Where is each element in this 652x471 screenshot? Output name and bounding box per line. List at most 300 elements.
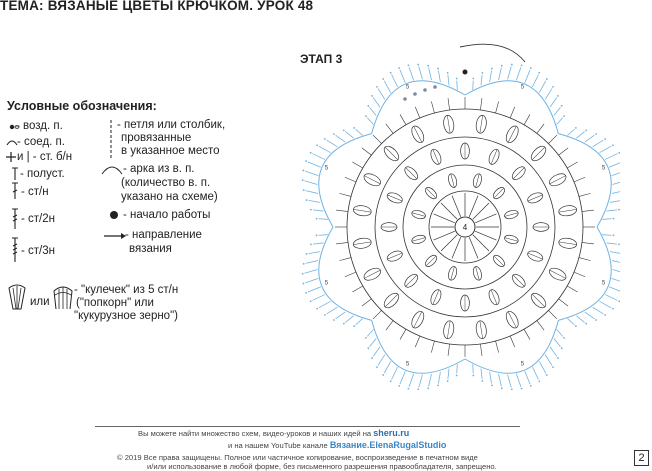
- inner-stitch: [434, 231, 455, 240]
- popcorn-round-4-rib: [480, 321, 483, 339]
- petal-stitch: [525, 371, 530, 384]
- popcorn-round-2-rib: [494, 188, 504, 198]
- petal-stitch: [557, 329, 563, 336]
- picot-dot: [324, 138, 326, 140]
- popcorn-round-4-rib: [550, 176, 566, 184]
- picot-dot: [521, 64, 523, 66]
- picot-dot: [481, 72, 483, 74]
- arch-count-label: 5: [520, 361, 525, 368]
- popcorn-icon-b: [52, 283, 74, 311]
- petal-stitch: [309, 200, 321, 202]
- petal-stitch: [593, 140, 604, 147]
- petal-stitch: [345, 132, 353, 139]
- inner-stitch: [473, 203, 489, 219]
- ring-stitch: [336, 210, 348, 212]
- picot-dot: [618, 152, 620, 154]
- ring-stitch: [352, 286, 362, 292]
- legend-popcorn-or: или: [30, 296, 50, 308]
- petal-stitch: [576, 132, 584, 139]
- petal-stitch: [319, 146, 331, 152]
- legend-arch-3: указано на схеме): [121, 191, 218, 203]
- picot-dot: [447, 72, 449, 74]
- picot-dot: [437, 68, 439, 70]
- picot-dot: [501, 65, 503, 67]
- petal-stitch: [373, 98, 380, 108]
- picot-dot: [316, 308, 318, 310]
- picot-dot: [365, 115, 367, 117]
- inner-stitch: [441, 203, 457, 219]
- petal-arch: [319, 227, 372, 320]
- popcorn-round-2-rib: [476, 174, 480, 188]
- legend-direction-1: - направление: [125, 229, 202, 241]
- direction-arrow-icon: [103, 232, 127, 240]
- legend-popcorn-3: "кукурузное зерно"): [74, 310, 178, 322]
- petal-stitch: [602, 235, 611, 236]
- popcorn-round-2-rib: [451, 174, 455, 188]
- petal-stitch: [567, 129, 574, 135]
- petal-stitch: [319, 301, 331, 307]
- ring-stitch: [524, 114, 530, 124]
- popcorn-round-4-rib: [364, 176, 380, 184]
- picot-dot: [604, 138, 606, 140]
- legend-sc: и | - ст. б/н: [17, 151, 73, 163]
- ring-stitch: [431, 101, 434, 113]
- inner-stitch: [441, 235, 457, 251]
- petal-stitch: [327, 140, 338, 147]
- double-crochet-icon: [10, 182, 20, 200]
- petal-stitch: [550, 98, 557, 108]
- legend-popcorn-1: - "кулечек" из 5 ст/н: [74, 284, 179, 296]
- ring-stitch: [415, 336, 420, 347]
- arch-count-label: 5: [601, 165, 606, 172]
- picot-dot: [530, 385, 532, 387]
- popcorn-icon-a: [6, 283, 28, 311]
- ring-stitch: [386, 321, 393, 331]
- petal-stitch: [306, 191, 318, 194]
- popcorn-round-4-rib: [532, 294, 545, 307]
- petal-stitch: [532, 367, 538, 379]
- petal-stitch: [378, 89, 385, 100]
- picot-dot: [306, 199, 308, 201]
- petal-stitch: [438, 71, 440, 83]
- center-label: 4: [462, 223, 468, 232]
- petal-stitch: [490, 372, 492, 384]
- ring-stitch: [336, 242, 348, 244]
- popcorn-round-2-rib: [426, 256, 436, 266]
- picot-dot: [521, 388, 523, 390]
- legend-start: - начало работы: [123, 209, 211, 221]
- picot-dot: [417, 64, 419, 66]
- ring-stitch: [548, 310, 556, 318]
- arch-count-label: 5: [324, 280, 329, 287]
- petal-stitch: [539, 361, 545, 373]
- popcorn-round-2-rib: [426, 188, 436, 198]
- petal-stitch: [612, 191, 620, 194]
- legend-popcorn-2: ("попкорн" или: [76, 297, 154, 309]
- petal-stitch: [576, 316, 584, 323]
- picot-dot: [302, 170, 304, 172]
- petal-arch: [319, 134, 372, 227]
- ring-stitch: [567, 286, 577, 292]
- picot-dot: [472, 375, 474, 377]
- ring-stitch: [339, 258, 351, 261]
- popcorn-round-4-rib: [364, 270, 380, 278]
- picot-dot: [427, 65, 429, 67]
- picot-dot: [316, 144, 318, 146]
- picot-dot: [557, 95, 559, 97]
- petal-stitch: [327, 307, 338, 314]
- petal-stitch: [607, 210, 618, 211]
- petal-stitch: [336, 135, 346, 142]
- popcorn-round-2-rib: [476, 267, 480, 281]
- petal-stitch: [400, 371, 405, 384]
- picot-dot: [456, 375, 458, 377]
- ring-stitch: [574, 272, 585, 277]
- popcorn-round-4-rib: [532, 147, 545, 160]
- popcorn-round-4-rib: [550, 270, 566, 278]
- petal-arch: [558, 227, 611, 320]
- start-dot-icon: [109, 210, 119, 220]
- petal-arch: [558, 134, 611, 227]
- picot-dot: [408, 388, 410, 390]
- ring-stitch: [448, 344, 450, 356]
- picot-dot: [303, 189, 305, 191]
- picot-dot: [561, 105, 563, 107]
- ring-stitch: [537, 124, 544, 134]
- picot-dot: [595, 319, 597, 321]
- petal-stitch: [448, 369, 449, 380]
- picot-dot: [481, 380, 483, 382]
- footer-line1-text: Вы можете найти множество схем, видео-уроков и наших идей на: [138, 429, 372, 438]
- picot-dot: [398, 385, 400, 387]
- inner-stitch: [434, 214, 455, 223]
- picot-dot: [382, 374, 384, 376]
- petal-stitch: [304, 181, 317, 185]
- picot-dot: [546, 78, 548, 80]
- petal-stitch: [599, 301, 611, 307]
- popcorn-round-2-rib: [505, 238, 519, 242]
- ring-stitch: [362, 299, 372, 306]
- popcorn-round-2-rib: [451, 267, 455, 281]
- chain-arch-icon: [101, 163, 123, 175]
- picot-dot: [563, 115, 565, 117]
- petal-stitch: [419, 375, 423, 388]
- picot-dot: [511, 389, 513, 390]
- popcorn-round-4-rib: [447, 321, 450, 339]
- inner-stitch: [469, 237, 478, 258]
- picot-dot: [382, 78, 384, 80]
- start-dot: [423, 88, 427, 92]
- popcorn-round-4-rib: [559, 209, 577, 212]
- arch-count-label: 5: [405, 84, 410, 91]
- petal-stitch: [585, 312, 595, 319]
- ring-stitch: [362, 148, 372, 155]
- ring-stitch: [548, 135, 556, 143]
- start-mark: [463, 70, 468, 75]
- legend-direction-2: вязания: [129, 243, 172, 255]
- petal-stitch: [306, 261, 318, 264]
- petal-stitch: [392, 367, 398, 379]
- ring-stitch: [496, 341, 499, 353]
- petal-stitch: [409, 67, 414, 80]
- petal-stitch: [499, 68, 502, 80]
- petal-stitch: [473, 81, 474, 90]
- picot-dot: [353, 127, 355, 129]
- ring-stitch: [579, 193, 591, 196]
- petal-stitch: [490, 71, 492, 83]
- picot-dot: [398, 67, 400, 69]
- petal-stitch: [373, 347, 380, 357]
- picot-dot: [310, 209, 312, 211]
- popcorn-round-4-rib: [414, 126, 422, 142]
- picot-dot: [491, 385, 493, 387]
- picot-dot: [305, 160, 307, 162]
- ring-stitch: [574, 177, 585, 182]
- picot-dot: [575, 127, 577, 129]
- picot-dot: [604, 314, 606, 316]
- popcorn-round-2-rib: [505, 213, 519, 217]
- petal-stitch: [308, 287, 321, 292]
- popcorn-round-4-rib: [447, 115, 450, 133]
- picot-dot: [538, 380, 540, 382]
- legend-dc: - ст/н: [21, 186, 49, 198]
- picot-dot: [612, 308, 614, 310]
- petal-stitch: [508, 375, 512, 388]
- petal-stitch: [370, 107, 377, 115]
- footer-channel-link[interactable]: Вязание.ElenaRugalStudio: [329, 440, 447, 450]
- petal-stitch: [429, 68, 432, 80]
- popcorn-round-4-rib: [508, 126, 516, 142]
- triple-treble-icon: [10, 237, 20, 263]
- single-crochet-icon: [5, 151, 17, 163]
- petal-stitch: [345, 316, 353, 323]
- petal-stitch: [308, 162, 321, 167]
- picot-dot: [365, 337, 367, 339]
- ring-stitch: [510, 336, 515, 347]
- start-dot: [403, 97, 407, 101]
- petal-stitch: [516, 374, 521, 387]
- popcorn-round-3-rib: [513, 275, 524, 286]
- picot-dot: [618, 209, 620, 211]
- petal-stitch: [567, 319, 574, 325]
- petal-stitch: [305, 278, 318, 283]
- picot-dot: [552, 366, 554, 368]
- petal-stitch: [508, 66, 512, 79]
- petal-stitch: [367, 118, 373, 125]
- ring-stitch: [559, 148, 569, 155]
- legend-into-1: - петля или столбик,: [117, 119, 226, 131]
- ring-stitch: [510, 107, 515, 118]
- petal-stitch: [609, 162, 620, 167]
- petal-stitch: [409, 374, 414, 387]
- picot-dot: [306, 253, 308, 255]
- ring-stitch: [373, 135, 381, 143]
- ring-stitch: [400, 114, 406, 124]
- petal-stitch: [612, 278, 620, 283]
- ring-stitch: [352, 162, 362, 168]
- petal-stitch: [545, 89, 552, 100]
- start-dot: [413, 92, 417, 96]
- footer-line2-text: и на нашем YouTube канале: [228, 441, 328, 450]
- picot-dot: [557, 357, 559, 359]
- footer-line1: [138, 428, 409, 438]
- petal-stitch: [481, 75, 482, 86]
- petal-stitch: [313, 243, 324, 244]
- petal-stitch: [448, 75, 449, 86]
- petal-stitch: [613, 181, 620, 185]
- picot-dot: [427, 387, 429, 389]
- popcorn-round-4-rib: [385, 294, 398, 307]
- petal-stitch: [370, 338, 377, 346]
- popcorn-round-2-rib: [494, 256, 504, 266]
- petal-stitch: [613, 270, 620, 274]
- picot-dot: [561, 347, 563, 349]
- picot-dot: [367, 105, 369, 107]
- popcorn-round-4-rib: [414, 312, 422, 328]
- picot-dot: [333, 133, 335, 135]
- petal-arch: [465, 320, 558, 373]
- picot-dot: [310, 300, 312, 302]
- picot-dot: [575, 325, 577, 327]
- petal-stitch: [384, 361, 390, 373]
- petal-stitch: [356, 129, 363, 135]
- picot-dot: [538, 72, 540, 74]
- legend-heading: Условные обозначения:: [7, 99, 157, 113]
- petal-stitch: [429, 374, 432, 386]
- crochet-chart: [300, 30, 620, 390]
- picot-dot: [353, 325, 355, 327]
- popcorn-round-4-rib: [353, 242, 371, 245]
- picot-dot: [303, 263, 305, 265]
- inner-stitch: [469, 196, 478, 217]
- picot-dot: [367, 347, 369, 349]
- footer-line2: [228, 440, 446, 450]
- page-number: 2: [634, 450, 649, 466]
- petal-stitch: [599, 146, 611, 152]
- ring-stitch: [480, 344, 482, 356]
- picot-dot: [618, 300, 620, 302]
- picot-dot: [595, 133, 597, 135]
- picot-dot: [447, 380, 449, 382]
- legend-arch-2: (количество в. п.: [121, 177, 211, 189]
- picot-dot: [472, 78, 474, 80]
- petal-stitch: [593, 307, 604, 314]
- footer-site-link[interactable]: sheru.ru: [373, 428, 410, 438]
- petal-stitch: [304, 270, 317, 274]
- popcorn-round-3-rib: [406, 168, 417, 179]
- picot-dot: [343, 323, 345, 325]
- ring-stitch: [480, 98, 482, 110]
- ring-stitch: [579, 258, 591, 261]
- arch-count-label: 5: [324, 165, 329, 172]
- petal-stitch: [557, 118, 563, 125]
- petal-stitch: [605, 294, 617, 300]
- petal-stitch: [607, 243, 618, 244]
- petal-stitch: [499, 374, 502, 386]
- popcorn-round-2-rib: [412, 213, 426, 217]
- petal-stitch: [313, 210, 324, 211]
- picot-dot: [343, 129, 345, 131]
- popcorn-round-4-rib: [385, 147, 398, 160]
- popcorn-round-3-rib: [406, 275, 417, 286]
- petal-stitch: [419, 66, 423, 79]
- inner-stitch: [452, 237, 461, 258]
- picot-dot: [456, 78, 458, 80]
- legend-into-2: провязанные: [121, 132, 192, 144]
- petal-stitch: [473, 364, 474, 373]
- ring-stitch: [345, 272, 356, 277]
- petal-stitch: [336, 312, 346, 319]
- petal-stitch: [367, 329, 373, 336]
- petal-stitch: [525, 70, 530, 83]
- picot-dot: [613, 234, 615, 236]
- petal-stitch: [602, 219, 611, 220]
- arch-count-label: 5: [601, 280, 606, 287]
- petal-stitch: [612, 261, 620, 264]
- ring-stitch: [559, 299, 569, 306]
- picot-dot: [491, 68, 493, 70]
- picot-dot: [501, 387, 503, 389]
- petal-stitch: [532, 75, 538, 87]
- picot-dot: [612, 144, 614, 146]
- picot-dot: [437, 385, 439, 387]
- page-title: ТЕМА: ВЯЗАНЫЕ ЦВЕТЫ КРЮЧКОМ. УРОК 48: [0, 0, 314, 13]
- picot-dot: [511, 64, 513, 66]
- petal-arch: [372, 81, 465, 134]
- picot-dot: [302, 283, 304, 285]
- petal-stitch: [400, 70, 405, 83]
- picot-dot: [585, 129, 587, 131]
- petal-stitch: [438, 372, 440, 384]
- start-dot: [433, 85, 437, 89]
- petal-stitch: [319, 219, 328, 220]
- inner-stitch: [473, 235, 489, 251]
- inner-stitch: [452, 196, 461, 217]
- ring-stitch: [373, 310, 381, 318]
- picot-dot: [371, 357, 373, 359]
- popcorn-round-3-rib: [513, 168, 524, 179]
- popcorn-round-2-rib: [412, 238, 426, 242]
- ring-stitch: [567, 162, 577, 168]
- petal-stitch: [610, 200, 620, 202]
- petal-stitch: [609, 287, 620, 292]
- petal-stitch: [457, 81, 458, 90]
- petal-stitch: [550, 347, 557, 357]
- popcorn-round-4-rib: [480, 115, 483, 133]
- picot-dot: [324, 314, 326, 316]
- ring-stitch: [345, 177, 356, 182]
- petal-arch: [465, 81, 558, 134]
- petal-stitch: [516, 67, 521, 80]
- picot-dot: [417, 389, 419, 390]
- half-double-crochet-icon: [10, 167, 20, 181]
- petal-stitch: [309, 252, 321, 254]
- ring-stitch: [415, 107, 420, 118]
- petal-stitch: [356, 319, 363, 325]
- ring-stitch: [524, 329, 530, 339]
- picot-dot: [552, 86, 554, 88]
- popcorn-round-4-rib: [508, 312, 516, 328]
- ring-stitch: [537, 321, 544, 331]
- legend-slip: - соед. п.: [17, 136, 65, 148]
- picot-dot: [310, 152, 312, 154]
- picot-dot: [613, 218, 615, 220]
- picot-dot: [305, 292, 307, 294]
- ring-stitch: [400, 329, 406, 339]
- picot-dot: [390, 380, 392, 382]
- legend-into-3: в указанное место: [121, 145, 220, 157]
- legend-chain: - возд. п.: [16, 120, 63, 132]
